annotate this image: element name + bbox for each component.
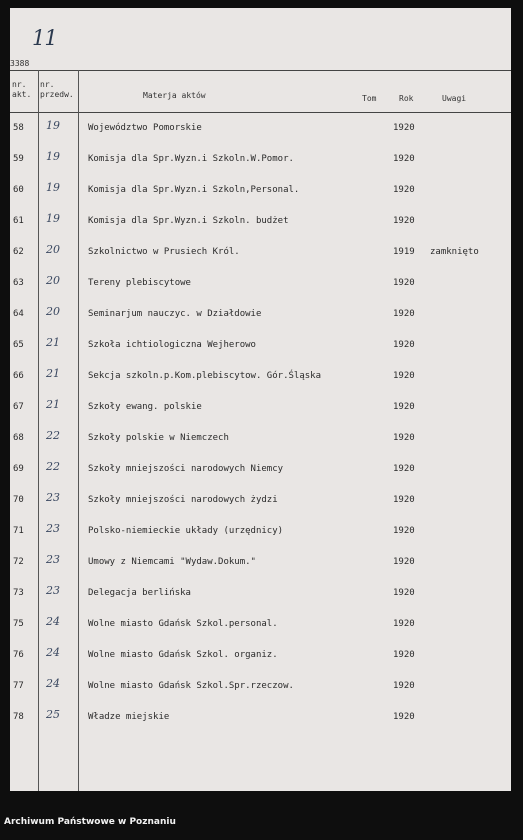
- record-number: 66: [13, 371, 24, 381]
- table-row: [10, 205, 511, 236]
- record-number: 63: [13, 278, 24, 288]
- previous-number: 22: [46, 460, 60, 473]
- previous-number: 23: [46, 584, 60, 597]
- record-title: Umowy z Niemcami "Wydaw.Dokum.": [88, 557, 256, 567]
- record-title: Tereny plebiscytowe: [88, 278, 191, 288]
- record-title: Wolne miasto Gdańsk Szkol. organiz.: [88, 650, 278, 660]
- record-number: 61: [13, 216, 24, 226]
- record-year: 1920: [393, 402, 415, 412]
- record-number: 73: [13, 588, 24, 598]
- previous-number: 20: [46, 305, 60, 318]
- record-year: 1920: [393, 650, 415, 660]
- record-title: Województwo Pomorskie: [88, 123, 202, 133]
- previous-number: 19: [46, 181, 60, 194]
- record-title: Komisja dla Spr.Wyzn.i Szkoln.W.Pomor.: [88, 154, 294, 164]
- header-rok: Rok: [399, 94, 414, 103]
- record-number: 62: [13, 247, 24, 257]
- record-number: 65: [13, 340, 24, 350]
- previous-number: 23: [46, 553, 60, 566]
- record-year: 1920: [393, 712, 415, 722]
- record-year: 1920: [393, 526, 415, 536]
- record-year: 1920: [393, 681, 415, 691]
- table-row: [10, 546, 511, 577]
- record-number: 69: [13, 464, 24, 474]
- record-year: 1919: [393, 247, 415, 257]
- archive-footer: Archiwum Państwowe w Poznaniu: [4, 817, 176, 827]
- table-row: [10, 112, 511, 143]
- header-nr-akt: nr. akt.: [12, 80, 32, 99]
- table-row: [10, 453, 511, 484]
- record-notes: zamknięto: [430, 247, 479, 257]
- table-row: [10, 360, 511, 391]
- previous-number: 21: [46, 336, 60, 349]
- record-number: 77: [13, 681, 24, 691]
- header-uwagi: Uwagi: [442, 94, 467, 103]
- previous-number: 19: [46, 119, 60, 132]
- record-title: Szkoły polskie w Niemczech: [88, 433, 229, 443]
- record-year: 1920: [393, 216, 415, 226]
- table-row: [10, 608, 511, 639]
- record-year: 1920: [393, 185, 415, 195]
- table-row: [10, 577, 511, 608]
- record-year: 1920: [393, 588, 415, 598]
- record-number: 78: [13, 712, 24, 722]
- record-year: 1920: [393, 433, 415, 443]
- header-tom: Tom: [362, 94, 377, 103]
- record-title: Delegacja berlińska: [88, 588, 191, 598]
- previous-number: 24: [46, 646, 60, 659]
- record-year: 1920: [393, 371, 415, 381]
- record-title: Szkoły mniejszości narodowych żydzi: [88, 495, 278, 505]
- previous-number: 20: [46, 274, 60, 287]
- previous-number: 23: [46, 491, 60, 504]
- table-row: [10, 236, 511, 267]
- previous-number: 24: [46, 615, 60, 628]
- record-title: Seminarjum nauczyc. w Działdowie: [88, 309, 262, 319]
- table-row: [10, 329, 511, 360]
- record-number: 72: [13, 557, 24, 567]
- record-title: Szkolnictwo w Prusiech Król.: [88, 247, 240, 257]
- header-materja: Materja aktów: [143, 91, 206, 100]
- record-title: Szkoły mniejszości narodowych Niemcy: [88, 464, 284, 474]
- header-nr-przed: nr. przedw.: [40, 80, 74, 99]
- table-row: [10, 143, 511, 174]
- record-year: 1920: [393, 619, 415, 629]
- record-number: 67: [13, 402, 24, 412]
- previous-number: 21: [46, 398, 60, 411]
- record-title: Komisja dla Spr.Wyzn.i Szkoln,Personal.: [88, 185, 300, 195]
- record-year: 1920: [393, 340, 415, 350]
- previous-number: 20: [46, 243, 60, 256]
- previous-number: 19: [46, 150, 60, 163]
- record-title: Szkoły ewang. polskie: [88, 402, 202, 412]
- record-number: 76: [13, 650, 24, 660]
- table-row: [10, 391, 511, 422]
- previous-number: 24: [46, 677, 60, 690]
- table-row: [10, 484, 511, 515]
- record-year: 1920: [393, 309, 415, 319]
- table-row: [10, 701, 511, 732]
- record-number: 59: [13, 154, 24, 164]
- table-row: [10, 670, 511, 701]
- record-year: 1920: [393, 278, 415, 288]
- record-title: Wolne miasto Gdańsk Szkol.personal.: [88, 619, 278, 629]
- table-row: [10, 639, 511, 670]
- record-number: 70: [13, 495, 24, 505]
- catalog-number: 3388: [10, 59, 30, 68]
- previous-number: 25: [46, 708, 60, 721]
- record-title: Władze miejskie: [88, 712, 170, 722]
- record-year: 1920: [393, 123, 415, 133]
- record-number: 71: [13, 526, 24, 536]
- previous-number: 19: [46, 212, 60, 225]
- record-year: 1920: [393, 464, 415, 474]
- record-year: 1920: [393, 557, 415, 567]
- record-title: Komisja dla Spr.Wyzn.i Szkoln. budżet: [88, 216, 289, 226]
- record-number: 64: [13, 309, 24, 319]
- record-title: Polsko-niemieckie układy (urzędnicy): [88, 526, 284, 536]
- records-table: [10, 112, 511, 732]
- table-row: [10, 298, 511, 329]
- record-number: 58: [13, 123, 24, 133]
- record-title: Sekcja szkoln.p.Kom.plebiscytow. Gór.Śląska: [88, 371, 321, 381]
- record-title: Szkoła ichtiologiczna Wejherowo: [88, 340, 256, 350]
- handwritten-page-number: 11: [32, 26, 57, 50]
- table-row: [10, 515, 511, 546]
- record-year: 1920: [393, 495, 415, 505]
- previous-number: 22: [46, 429, 60, 442]
- previous-number: 23: [46, 522, 60, 535]
- table-row: [10, 422, 511, 453]
- table-row: [10, 174, 511, 205]
- table-row: [10, 267, 511, 298]
- record-number: 68: [13, 433, 24, 443]
- record-number: 75: [13, 619, 24, 629]
- record-number: 60: [13, 185, 24, 195]
- previous-number: 21: [46, 367, 60, 380]
- document-page: [10, 8, 511, 791]
- record-year: 1920: [393, 154, 415, 164]
- header-top-rule: [10, 70, 511, 71]
- record-title: Wolne miasto Gdańsk Szkol.Spr.rzeczow.: [88, 681, 294, 691]
